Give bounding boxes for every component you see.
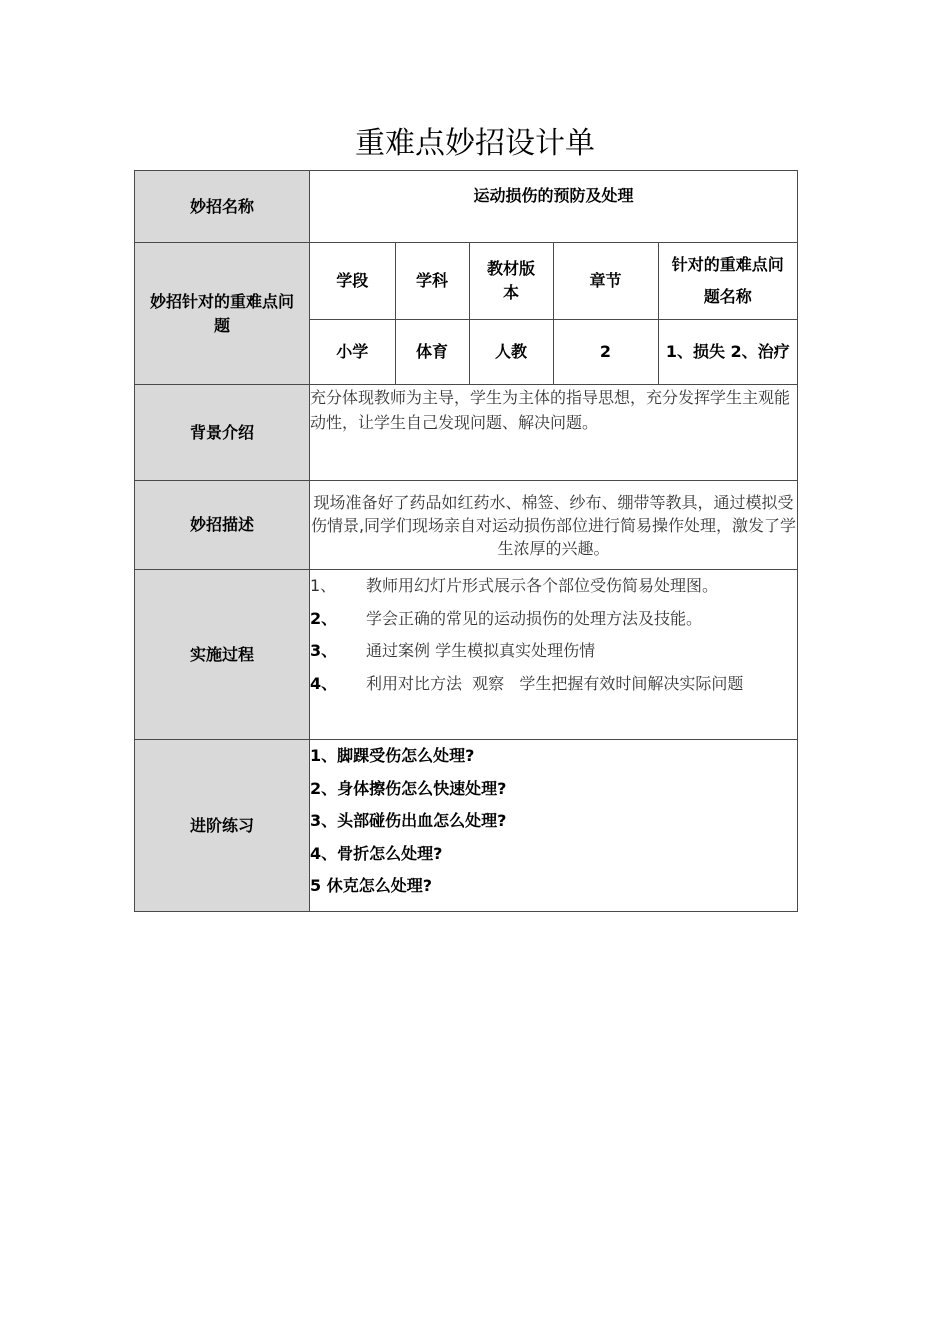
stage-value: 小学 <box>310 319 395 384</box>
process-item-text: 通过案例 学生模拟真实处理伤情 <box>366 641 596 660</box>
advanced-item: 1、脚踝受伤怎么处理? <box>310 746 475 765</box>
background-row <box>135 385 798 481</box>
trick-name-label: 妙招名称 <box>135 171 310 243</box>
problem-label <box>135 243 310 385</box>
process-row <box>135 570 798 740</box>
advanced-list <box>310 740 798 912</box>
process-item <box>310 603 797 636</box>
advanced-label: 进阶练习 <box>135 740 310 912</box>
advanced-item: 5 休克怎么处理? <box>310 876 432 895</box>
process-item-number: 4、 <box>310 673 338 693</box>
design-sheet-table <box>134 170 798 912</box>
problem-header-row <box>310 243 797 319</box>
process-label: 实施过程 <box>135 570 310 740</box>
stage-header: 学段 <box>310 243 395 319</box>
process-list <box>310 570 798 740</box>
chapter-header: 章节 <box>553 243 658 319</box>
advanced-item: 3、头部碰伤出血怎么处理? <box>310 811 507 830</box>
textbook-header-text: 教材版本 <box>486 258 535 302</box>
advanced-item: 2、身体擦伤怎么快速处理? <box>310 778 507 798</box>
problem-row <box>135 243 798 385</box>
problem-label-text: 妙招针对的重难点问题 <box>149 291 294 335</box>
process-item <box>310 570 797 603</box>
process-item-number: 1、 <box>310 576 337 595</box>
advanced-item: 4、骨折怎么处理? <box>310 843 443 863</box>
process-item-text: 学会正确的常见的运动损伤的处理方法及技能。 <box>366 608 703 628</box>
process-item-text: 教师用幻灯片形式展示各个部位受伤简易处理图。 <box>366 576 719 595</box>
process-item-text: 利用对比方法 观察 学生把握有效时间解决实际问题 <box>366 673 744 693</box>
textbook-header <box>469 243 553 319</box>
problem-name-value-text: 1、损失 2、治疗 <box>665 341 790 361</box>
trick-name-value: 运动损伤的预防及处理 <box>310 171 798 243</box>
problem-name-value <box>658 319 797 384</box>
page-title: 重难点妙招设计单 <box>355 126 595 161</box>
textbook-value: 人教 <box>469 319 553 384</box>
chapter-value: 2 <box>553 319 658 384</box>
process-item-number: 3、 <box>310 641 338 660</box>
subject-value: 体育 <box>395 319 469 384</box>
process-item <box>310 635 797 668</box>
advanced-row <box>135 740 798 912</box>
description-row <box>135 481 798 570</box>
description-text: 现场准备好了药品如红药水、棉签、纱布、绷带等教具，通过模拟受伤情景,同学们现场亲自对运动损伤部位进行简易操作处理，激发了学生浓厚的兴趣。 <box>310 481 798 570</box>
process-item-number: 2、 <box>310 608 338 628</box>
problem-name-header <box>658 243 797 319</box>
background-label: 背景介绍 <box>135 385 310 481</box>
problem-name-header-text: 针对的重难点问题名称 <box>671 254 784 306</box>
process-item <box>310 668 797 701</box>
description-label: 妙招描述 <box>135 481 310 570</box>
background-text: 充分体现教师为主导，学生为主体的指导思想，充分发挥学生主观能动性，让学生自己发现问题、解决问题。 <box>310 385 798 481</box>
trick-name-row <box>135 171 798 243</box>
subject-header: 学科 <box>395 243 469 319</box>
problem-value-row <box>310 319 797 384</box>
problem-details <box>310 243 798 385</box>
